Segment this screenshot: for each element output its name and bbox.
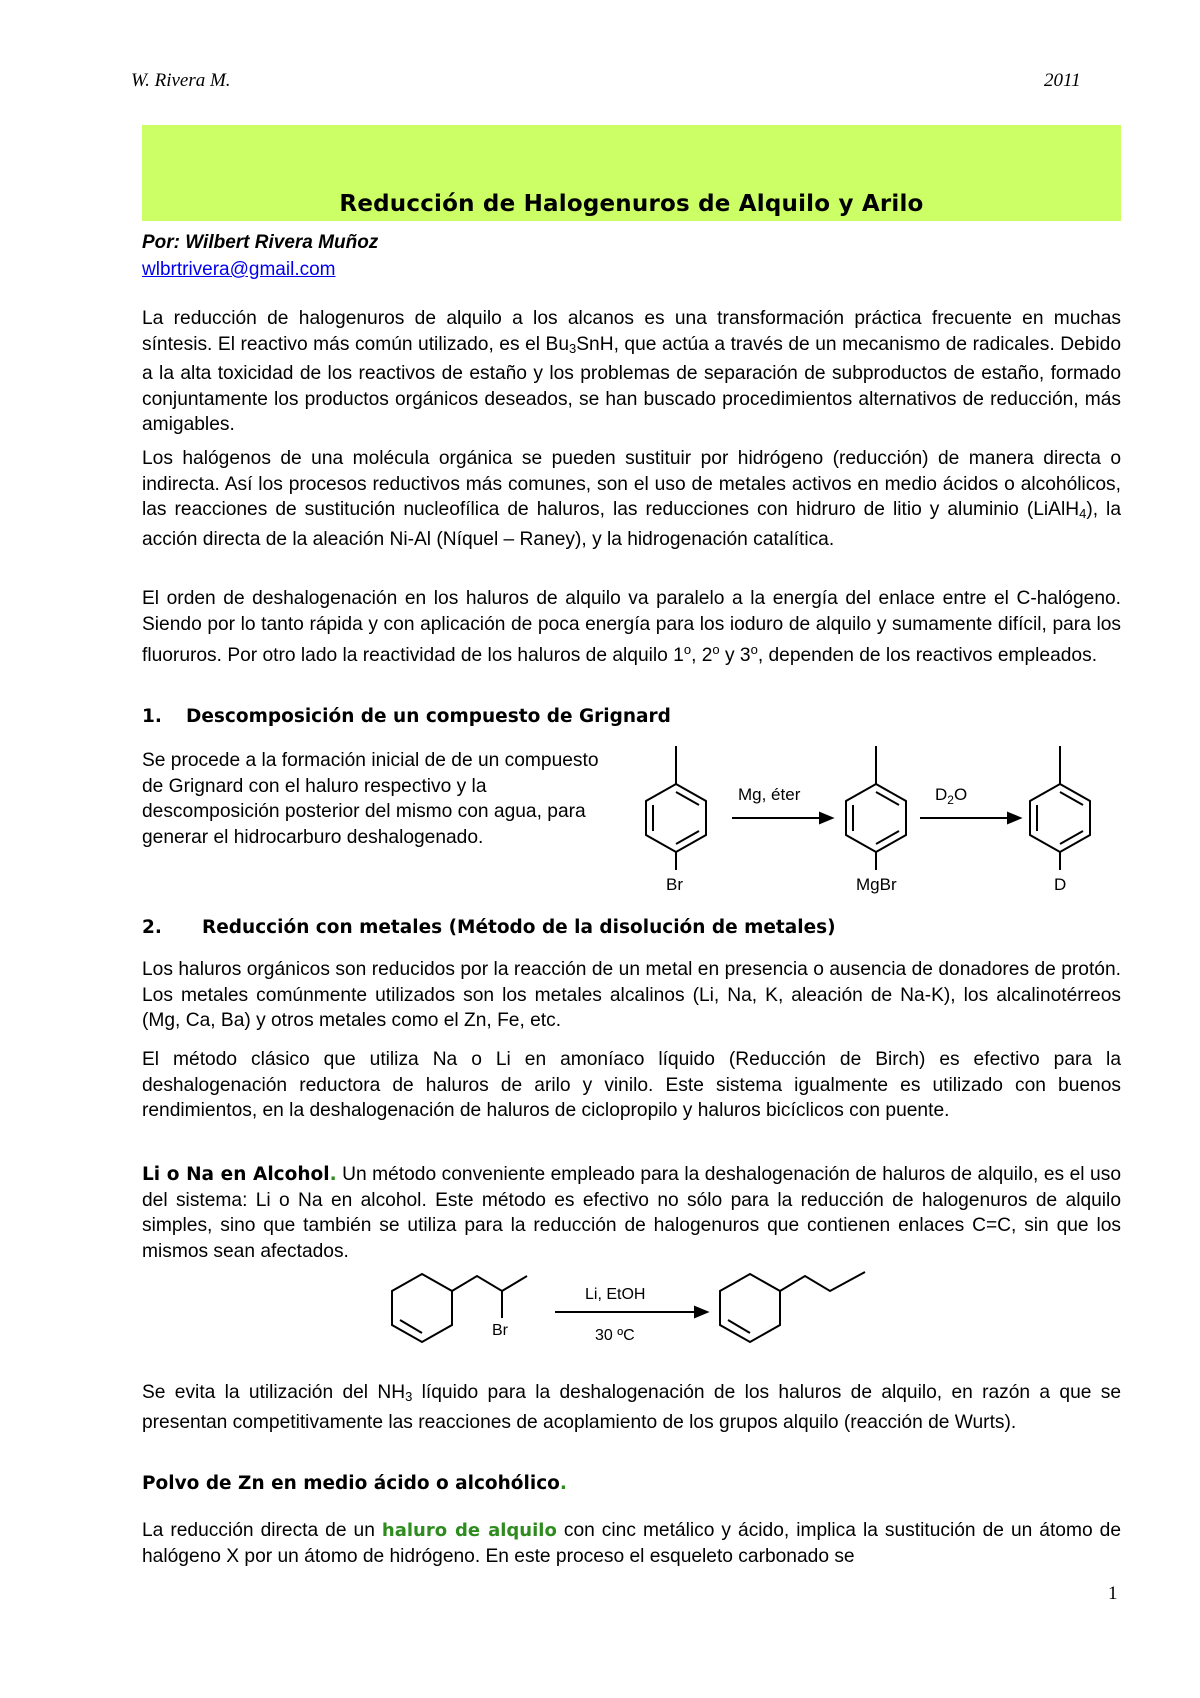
section-2-paragraph-2: El método clásico que utiliza Na o Li en amoníaco líquido (Reducción de Birch) es efectivo para la deshalogenación reductora de haluros de arilo y vinilo. Este sistema igualmente es utilizado con buenos rendimientos, en la deshalogenación de haluros de ciclopropilo y haluros bicíclicos con puente. <box>142 1049 1121 1122</box>
substituent-label-2: MgBr <box>856 875 897 894</box>
li-na-alcohol-heading: Li o Na en Alcohol <box>142 1164 330 1185</box>
section-1-text: Se procede a la formación inicial de de un compuesto de Grignard con el haluro respectivo y la descomposición posterior del mismo con agua, para generar el hidrocarburo deshalogenado. <box>142 750 599 848</box>
section-1-heading: 1. Descomposición de un compuesto de Grignard <box>142 706 671 727</box>
benzene-ring-2 <box>846 746 906 870</box>
intro-paragraph-2: Los halógenos de una molécula orgánica se pueden sustituir por hidrógeno (reducción) de manera directa o indirecta. Así los procesos reductivos más comunes, son el uso de metales activos en medio ácidos o alcohólicos, las reacciones de sustitución nucleofílica de haluros, las reducciones con hidruro de litio y aluminio (LiAlH$_4$), la acción directa de la aleación Ni-Al (Níquel – Raney), y la hidrogenación catalítica. <box>142 448 1121 550</box>
section-2-paragraph-4: La reducción directa de un haluro de alquilo con cinc metálico y ácido, implica la sustitución de un átomo de halógeno X por un átomo de hidrógeno. En este proceso el esqueleto carbonado se <box>142 1520 1121 1567</box>
intro-paragraph-3: El orden de deshalogenación en los haluros de alquilo va paralelo a la energía del enlace entre el C-halógeno. Siendo por lo tanto rápida y con aplicación de poca energía para los ioduro de alquilo y sumamente difícil, para los fluoruros. Por otro lado la reactividad de los haluros de alquilo 1$^o$, 2$^o$ y 3$^o$, dependen de los reactivos empleados. <box>142 588 1121 667</box>
email-link[interactable]: wlbrtrivera@gmail.com <box>142 259 336 280</box>
reagent-label-1: Mg, éter <box>738 785 801 804</box>
bromo-label: Br <box>492 1322 508 1339</box>
title-banner <box>142 125 1121 221</box>
substituent-label-3: D <box>1054 875 1067 894</box>
document-title: Reducción de Halogenuros de Alquilo y Arilo <box>339 191 924 217</box>
highlight-term: haluro de alquilo <box>381 1520 557 1541</box>
temperature-label: 30 ºC <box>595 1327 635 1344</box>
section-2-paragraph-1: Los haluros orgánicos son reducidos por la reacción de un metal en presencia o ausencia de donadores de protón. Los metales comúnmente utilizados son los metales alcalinos (Li, Na, K, aleación de Na-K), los alcalinotérreos (Mg, Ca, Ba) y otros metales como el Zn, Fe, etc. <box>142 959 1121 1032</box>
zn-heading: Polvo de Zn en medio ácido o alcohólico. <box>142 1473 567 1494</box>
reagent-label-3: Li, EtOH <box>585 1286 646 1303</box>
li-na-alcohol-paragraph: Li o Na en Alcohol. Un método conveniente empleado para la deshalogenación de haluros de alquilo, es el uso del sistema: Li o Na en alcohol. Este método es efectivo no sólo para la reducción de halogenuros de alquilo simples, sino que también se utiliza para la reducción de halogenuros que contienen enlaces C=C, sin que los mismos sean afectados. <box>142 1164 1121 1262</box>
section-2-heading: 2. Reducción con metales (Método de la disolución de metales) <box>142 917 836 938</box>
section-2-paragraph-3: Se evita la utilización del $NH_3$ líquido para la deshalogenación de los haluros de alquilo, en razón a que se presentan competitivamente las reacciones de acoplamiento de los grupos alquilo (reacción de Wurts). <box>142 1382 1122 1433</box>
byline: Por: Wilbert Rivera Muñoz <box>142 232 379 253</box>
header-year: 2011 <box>1044 70 1081 91</box>
substituent-label-1: Br <box>666 875 683 894</box>
header-author: W. Rivera M. <box>131 70 231 91</box>
li-etoh-scheme <box>380 1262 900 1352</box>
benzene-ring-3 <box>1030 746 1090 870</box>
page-number: 1 <box>1108 1583 1118 1604</box>
grignard-scheme <box>630 742 1120 902</box>
cyclohexene-product <box>720 1272 865 1342</box>
benzene-ring-1 <box>646 746 706 870</box>
reagent-label-2: $D_2O$ <box>935 785 968 807</box>
intro-paragraph-1: La reducción de halogenuros de alquilo a los alcanos es una transformación práctica frecuente en muchas síntesis. El reactivo más común utilizado, es el $Bu_3SnH$, que actúa a través de un mecanismo de radicales. Debido a la alta toxicidad de los reactivos de estaño y los problemas de separación de subproductos de estaño, formado conjuntamente los productos orgánicos deseados, se han buscado procedimientos alternativos de reducción, más amigables. <box>142 308 1122 436</box>
